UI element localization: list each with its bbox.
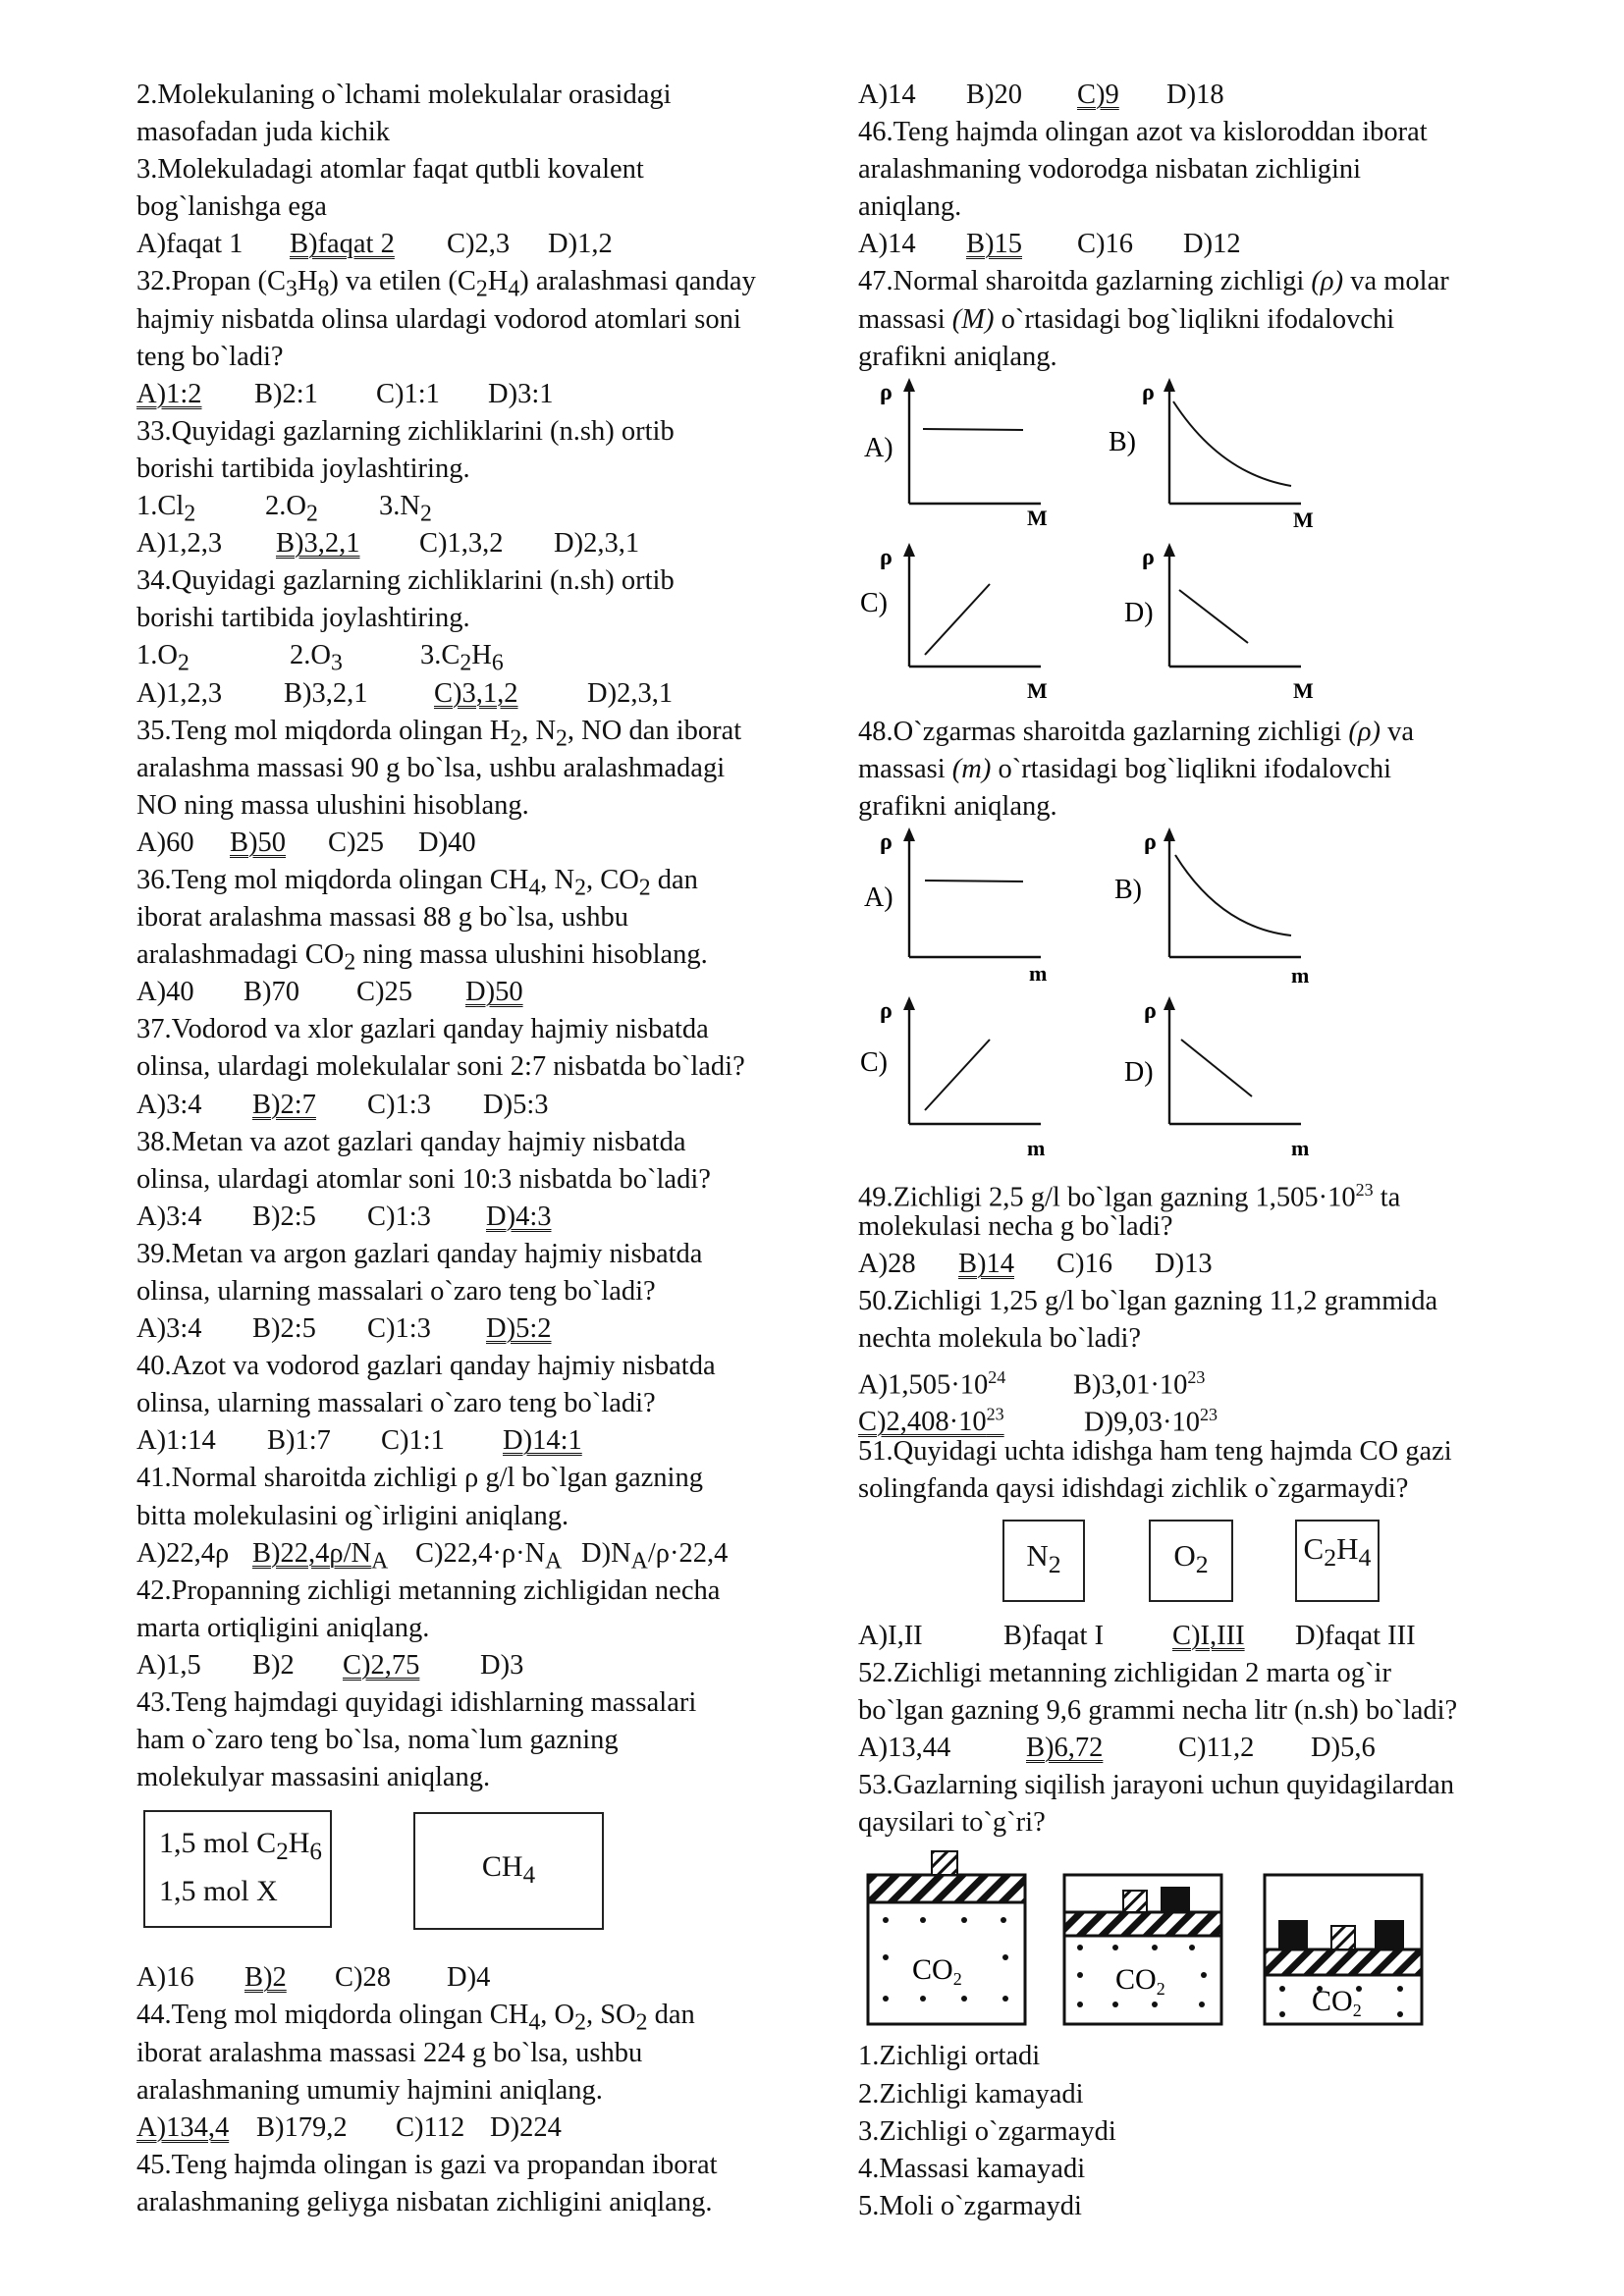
q53-item: 2.Zichligi kamayadi [858, 2078, 1084, 2109]
curve-increasing-line [925, 584, 990, 655]
option: D)13 [1155, 1249, 1213, 1280]
option: A)1,2,3 [136, 528, 223, 560]
q35-line: aralashma massasi 90 g bo`lsa, ushbu aralashmadagi [136, 752, 726, 783]
correct-option: D)14:1 [503, 1425, 582, 1457]
item: $2.O_3$ [290, 640, 343, 677]
q40-line: olinsa, ularning massalari o`zaro teng bo`ladi? [136, 1388, 656, 1419]
q43-vessels [136, 1796, 804, 1959]
option: B)3,2,1 [284, 677, 368, 709]
q3-line: bog`lanishga ega [136, 191, 327, 223]
option: B)70 [244, 977, 299, 1008]
q46-line: 46.Teng hajmda olingan azot va kisloroddan iborat [858, 117, 1428, 148]
text: 32.Propan (C [136, 266, 286, 297]
option: A)1:14 [136, 1425, 216, 1457]
q43-options [136, 1959, 804, 1997]
svg-text:ρ: ρ [880, 829, 893, 856]
option: A)3:4 [136, 1089, 202, 1120]
vessel-line: 1,5 mol $C_2H_6$ [159, 1827, 322, 1866]
q47-line: 47.Normal sharoitda gazlarning zichligi (ρ) va molar [858, 266, 1449, 297]
q39-line: olinsa, ularning massalari o`zaro teng bo`ladi? [136, 1276, 656, 1307]
weight [1278, 1920, 1308, 1949]
q2-line: 2.Molekulaning o`lchami molekulalar orasidagi [136, 80, 672, 110]
q45-line: aralashmaning geliyga nisbatan zichligini aniqlang. [136, 2186, 713, 2217]
q44-line: iborat aralashma massasi 224 g bo`lsa, ushbu [136, 2037, 643, 2068]
option: B)1:7 [267, 1425, 331, 1457]
vessel-line: 1,5 mol X [159, 1875, 278, 1908]
item: $2.O_2$ [265, 491, 318, 527]
right-column [858, 77, 1526, 2225]
q46-line: aniqlang. [858, 191, 962, 223]
q34-options [136, 675, 804, 713]
text: aralashmadagi CO [136, 939, 345, 971]
svg-text:A): A) [864, 882, 893, 914]
q32-line: teng bo`ladi? [136, 341, 284, 372]
q48-graph-c [860, 996, 1045, 1160]
piston [1064, 1912, 1221, 1936]
option: D)5:3 [483, 1089, 549, 1120]
q48-graph-b [1114, 828, 1309, 988]
subscript: 2 [638, 875, 651, 901]
option: B)179,2 [256, 2111, 348, 2143]
text: H [487, 266, 509, 297]
option: $D)N_A/\rho\cdot 22,4$ [581, 1537, 729, 1575]
option: $A)1,505\cdot 10^{24}$ [858, 1366, 1006, 1400]
text: , SO [585, 2000, 636, 2031]
option: D)2,3,1 [587, 677, 674, 709]
q43-line: ham o`zaro teng bo`lsa, noma`lum gazning [136, 1725, 619, 1756]
subscript: 2 [574, 2010, 586, 2037]
option: D)3 [480, 1649, 524, 1681]
text: 35.Teng mol miqdorda olingan H [136, 715, 511, 746]
option: C)1:3 [367, 1201, 431, 1232]
text: dan [647, 2000, 695, 2031]
option: D)faqat III [1295, 1620, 1416, 1651]
correct-option: B)2 [244, 1962, 287, 1994]
q53-line: qaysilari to`g`ri? [858, 1807, 1046, 1839]
subscript: 8 [317, 277, 330, 303]
q52-line: 52.Zichligi metanning zichligidan 2 marta og`ir [858, 1657, 1391, 1688]
correct-option: C)I,III [1172, 1620, 1245, 1651]
svg-text:B): B) [1114, 875, 1142, 906]
q40-options [136, 1422, 804, 1460]
svg-text:m: m [1291, 963, 1310, 988]
q33-options [136, 525, 804, 562]
text: H [297, 266, 318, 297]
option: A)3:4 [136, 1313, 202, 1345]
q53-compression-figure [858, 1842, 1526, 2038]
option: D)18 [1166, 80, 1224, 110]
correct-option: B)14 [958, 1249, 1014, 1280]
option: A)16 [136, 1962, 194, 1994]
svg-text:C): C) [860, 1047, 888, 1079]
q41-line: bitta molekulasini og`irligini aniqlang. [136, 1500, 569, 1531]
q48-graphs [858, 826, 1526, 1171]
q44-line: aralashmaning umumiy hajmini aniqlang. [136, 2074, 603, 2106]
item: $3.N_2$ [379, 491, 432, 527]
q48-line: 48.O`zgarmas sharoitda gazlarning zichligi (ρ) va [858, 716, 1415, 747]
q48-graph-d [1124, 996, 1309, 1160]
q47-graph-d [1124, 543, 1314, 703]
svg-text:B): B) [1109, 426, 1136, 457]
option: A)1,2,3 [136, 677, 223, 709]
q2-line: masofadan juda kichik [136, 117, 391, 148]
text: ) aralashmasi qanday [519, 266, 756, 297]
q36-line [136, 862, 804, 899]
q46-line: aralashmaning vodorodga nisbatan zichligini [858, 154, 1362, 186]
q45-line: 45.Teng hajmda olingan is gazi va propandan iborat [136, 2149, 718, 2180]
option: C)1:3 [367, 1313, 431, 1345]
q40-line: 40.Azot va vodorod gazlari qanday hajmiy nisbatda [136, 1351, 716, 1382]
subscript: 2 [510, 725, 522, 752]
piston [868, 1875, 1025, 1902]
gas-label: $CO_2$ [912, 1953, 962, 1990]
q38-line: olinsa, ulardagi atomlar soni 10:3 nisbatda bo`ladi? [136, 1163, 711, 1195]
q48-graph-a [864, 828, 1047, 986]
q47-graph-a [864, 378, 1048, 530]
correct-option: A)1:2 [136, 378, 202, 409]
option: B)faqat I [1003, 1620, 1105, 1651]
option: A)60 [136, 827, 194, 858]
option: D)4 [447, 1962, 491, 1994]
q36-line [136, 936, 804, 974]
weight [932, 1851, 957, 1875]
subscript: 2 [475, 277, 488, 303]
svg-text:ρ: ρ [880, 544, 893, 570]
text: ning massa ulushini hisoblang. [355, 939, 708, 971]
q42-line: marta ortiqligini aniqlang. [136, 1612, 430, 1643]
q43-line: molekulyar massasini aniqlang. [136, 1762, 491, 1793]
option: B)2:5 [252, 1201, 316, 1232]
option: A)14 [858, 80, 916, 110]
q34-line: borishi tartibida joylashtiring. [136, 603, 470, 634]
q37-line: 37.Vodorod va xlor gazlari qanday hajmiy nisbatda [136, 1014, 709, 1045]
correct-option: D)5:2 [486, 1313, 552, 1345]
q50-line: nechta molekula bo`ladi? [858, 1323, 1142, 1355]
option: A)1,5 [136, 1649, 201, 1681]
q34-items [136, 637, 804, 677]
q47-graph-c [860, 543, 1048, 703]
svg-text:CO2: $CO_2$ [1312, 1985, 1362, 2021]
option: A)3:4 [136, 1201, 202, 1232]
option: C)28 [335, 1962, 391, 1994]
subscript: 4 [528, 875, 541, 901]
correct-option: C)3,1,2 [434, 677, 518, 709]
correct-option: $C)2,408\cdot 10^{23}$ [858, 1404, 1004, 1438]
q53-item: 4.Massasi kamayadi [858, 2153, 1086, 2184]
option: A)faqat 1 [136, 229, 244, 260]
q51-line: 51.Quyidagi uchta idishga ham teng hajmda CO gazi [858, 1435, 1452, 1467]
correct-option: B)15 [966, 229, 1022, 260]
correct-option: D)4:3 [486, 1201, 552, 1232]
q35-options [136, 825, 804, 862]
subscript: 4 [528, 2010, 541, 2037]
svg-text:ρ: ρ [1144, 998, 1157, 1025]
q53-item: 3.Zichligi o`zgarmaydi [858, 2115, 1116, 2147]
option: C)1,3,2 [419, 528, 504, 560]
svg-text:ρ: ρ [880, 998, 893, 1025]
q49-line: molekulasi necha g bo`ladi? [858, 1211, 1173, 1243]
svg-text:D): D) [1124, 597, 1154, 628]
option: D)3:1 [488, 378, 554, 409]
q46-options [858, 226, 1526, 263]
curve-constant [923, 429, 1023, 430]
option: D)40 [418, 827, 476, 858]
svg-text:m: m [1027, 1136, 1046, 1161]
correct-option: C)9 [1077, 80, 1119, 110]
q44-options [136, 2109, 804, 2147]
curve-decreasing-line [1179, 590, 1248, 643]
subscript: 4 [508, 277, 520, 303]
option: C)112 [396, 2111, 465, 2143]
y-axis-label: ρ [880, 379, 893, 405]
weight [1331, 1926, 1355, 1949]
text: ) va etilen (C [329, 266, 476, 297]
option: C)25 [356, 977, 412, 1008]
correct-option: B)3,2,1 [276, 528, 360, 560]
option: A)28 [858, 1249, 916, 1280]
option: C)1:1 [381, 1425, 445, 1457]
option: C)16 [1077, 229, 1133, 260]
option: $D)9,03\cdot 10^{23}$ [1084, 1404, 1218, 1438]
q53-item: 5.Moli o`zgarmaydi [858, 2190, 1082, 2221]
option: $C)22,4\cdot\rho\cdot N_A$ [415, 1537, 563, 1575]
q51-options [858, 1618, 1526, 1655]
q50-options [858, 1359, 1526, 1400]
q31-options [136, 226, 804, 263]
text: dan [650, 864, 698, 895]
q3-line: 3.Molekuladagi atomlar faqat qutbli kovalent [136, 154, 644, 186]
q41-line: 41.Normal sharoitda zichligi ρ g/l bo`lgan gazning [136, 1463, 703, 1494]
q35-line [136, 713, 804, 750]
option: $B)3,01\cdot 10^{23}$ [1073, 1366, 1206, 1400]
item: $1.O_2$ [136, 640, 189, 677]
q33-items [136, 488, 804, 525]
q45-options [858, 77, 1526, 114]
q49-options [858, 1246, 1526, 1283]
option-label: A) [864, 432, 893, 463]
q47-graphs [858, 376, 1526, 714]
svg-text:ρ: ρ [1142, 379, 1155, 405]
q43-line: 43.Teng hajmdagi quyidagi idishlarning massalari [136, 1687, 697, 1719]
option: D)5,6 [1311, 1733, 1376, 1764]
subscript: 2 [574, 875, 586, 901]
vessel-o2: $O_2$ [1149, 1520, 1233, 1602]
weight [1161, 1887, 1190, 1912]
subscript: 2 [635, 2010, 648, 2037]
vessel-n2: $N_2$ [1002, 1520, 1085, 1602]
item: $1.Cl_2$ [136, 491, 196, 527]
option: A)22,4ρ [136, 1537, 230, 1569]
item: $3.C_2H_6$ [420, 640, 504, 677]
svg-text:C): C) [860, 587, 888, 618]
svg-text:D): D) [1124, 1057, 1154, 1089]
option: D)224 [490, 2111, 562, 2143]
q37-options [136, 1087, 804, 1124]
svg-text:M: M [1027, 677, 1048, 703]
option: D)12 [1183, 229, 1241, 260]
q37-line: olinsa, ulardagi molekulalar soni 2:7 nisbatda bo`ladi? [136, 1051, 745, 1083]
option: A)40 [136, 977, 194, 1008]
q42-options [136, 1647, 804, 1684]
vessel-c2h4: $C_2H_4$ [1295, 1520, 1380, 1602]
q36-line: iborat aralashma massasi 88 g bo`lsa, ushbu [136, 902, 629, 934]
q52-line: bo`lgan gazning 9,6 grammi necha litr (n.sh) bo`ladi? [858, 1695, 1458, 1727]
q32-options [136, 376, 804, 413]
q47-line: grafikni aniqlang. [858, 341, 1057, 372]
q51-vessels [858, 1508, 1526, 1618]
q50-line: 50.Zichligi 1,25 g/l bo`lgan gazning 11,2 grammida [858, 1286, 1438, 1317]
vessel-label: $CH_4$ [481, 1849, 536, 1889]
option: D)1,2 [548, 229, 613, 260]
text: , O [540, 2000, 575, 2031]
option: C)2,3 [447, 229, 511, 260]
option: A)14 [858, 229, 916, 260]
option: C)1:3 [367, 1089, 431, 1120]
piston [1265, 1949, 1422, 1975]
x-axis-label: M [1027, 505, 1048, 530]
q51-line: solingfanda qaysi idishdagi zichlik o`zgarmaydi? [858, 1472, 1409, 1504]
left-column [136, 77, 804, 2221]
q53-item: 1.Zichligi ortadi [858, 2041, 1041, 2072]
q33-line: 33.Quyidagi gazlarning zichliklarini (n.sh) ortib [136, 415, 675, 447]
option: B)2:1 [254, 378, 318, 409]
correct-option: B)50 [230, 827, 286, 858]
correct-option: B)6,72 [1026, 1733, 1104, 1764]
text: , N [521, 715, 557, 746]
cylinder-2 [1064, 1875, 1221, 2024]
svg-text:M: M [1293, 677, 1314, 703]
subscript: 2 [344, 949, 356, 976]
q47-graph-b [1109, 378, 1314, 532]
option: B)2:5 [252, 1313, 316, 1345]
text: 44.Teng mol miqdorda olingan CH [136, 2000, 529, 2031]
svg-text:ρ: ρ [1142, 544, 1155, 570]
text: , CO [585, 864, 639, 895]
correct-option: A)134,4 [136, 2111, 230, 2143]
option: A)13,44 [858, 1733, 951, 1764]
text: , N [540, 864, 575, 895]
q34-line: 34.Quyidagi gazlarning zichliklarini (n.sh) ortib [136, 565, 675, 597]
weight [1123, 1891, 1147, 1912]
q48-line: massasi (m) o`rtasidagi bog`liqlikni ifodalovchi [858, 753, 1392, 784]
q32-line [136, 263, 804, 303]
option: C)1:1 [376, 378, 440, 409]
q41-options [136, 1535, 804, 1573]
q38-line: 38.Metan va azot gazlari qanday hajmiy nisbatda [136, 1126, 686, 1157]
q47-line: massasi (M) o`rtasidagi bog`liqlikni ifodalovchi [858, 303, 1395, 335]
q53-line: 53.Gazlarning siqilish jarayoni uchun quyidagilardan [858, 1770, 1455, 1801]
q50-options [858, 1396, 1526, 1438]
q32-line: hajmiy nisbatda olinsa ulardagi vodorod atomlari soni [136, 303, 741, 335]
svg-text:m: m [1291, 1136, 1310, 1161]
q33-line: borishi tartibida joylashtiring. [136, 453, 470, 484]
correct-option: D)50 [465, 977, 523, 1008]
weight [1375, 1920, 1404, 1949]
q44-line [136, 1997, 804, 2037]
svg-text:ρ: ρ [1144, 829, 1157, 856]
vessel-box-mixture [143, 1810, 332, 1928]
option: A)I,II [858, 1620, 923, 1651]
correct-option: B)faqat 2 [290, 229, 395, 260]
svg-text:m: m [1029, 961, 1048, 987]
correct-option: C)2,75 [343, 1649, 420, 1681]
option: B)20 [966, 80, 1022, 110]
q49-line: 49.Zichligi 2,5 g/l bo`lgan gazning $1,505\cdot 10^{23}$ ta [858, 1180, 1401, 1213]
q42-line: 42.Propanning zichligi metanning zichligidan necha [136, 1575, 721, 1606]
cylinder-3 [1265, 1875, 1422, 2024]
correct-option: B)2:7 [252, 1089, 316, 1120]
text: , NO dan iborat [567, 715, 742, 746]
cylinder-1 [868, 1851, 1025, 2024]
vessel-box-methane [413, 1812, 604, 1930]
q39-options [136, 1310, 804, 1348]
subscript: 2 [556, 725, 568, 752]
svg-text:CO2: $CO_2$ [1115, 1963, 1165, 2000]
option: C)16 [1056, 1249, 1112, 1280]
q39-line: 39.Metan va argon gazlari qanday hajmiy nisbatda [136, 1238, 703, 1269]
option: D)2,3,1 [554, 528, 640, 560]
q36-options [136, 974, 804, 1011]
option: C)11,2 [1178, 1733, 1255, 1764]
q48-line: grafikni aniqlang. [858, 790, 1057, 822]
curve-decreasing-hyperbola [1173, 401, 1291, 486]
q38-options [136, 1199, 804, 1236]
q52-options [858, 1730, 1526, 1767]
svg-text:M: M [1293, 507, 1314, 532]
option: C)25 [328, 827, 384, 858]
option: B)2 [252, 1649, 295, 1681]
q35-line: NO ning massa ulushini hisoblang. [136, 789, 529, 821]
subscript: 3 [286, 277, 298, 303]
correct-option: $B)22,4\rho/N_A$ [252, 1537, 389, 1575]
text: 36.Teng mol miqdorda olingan CH [136, 864, 529, 895]
